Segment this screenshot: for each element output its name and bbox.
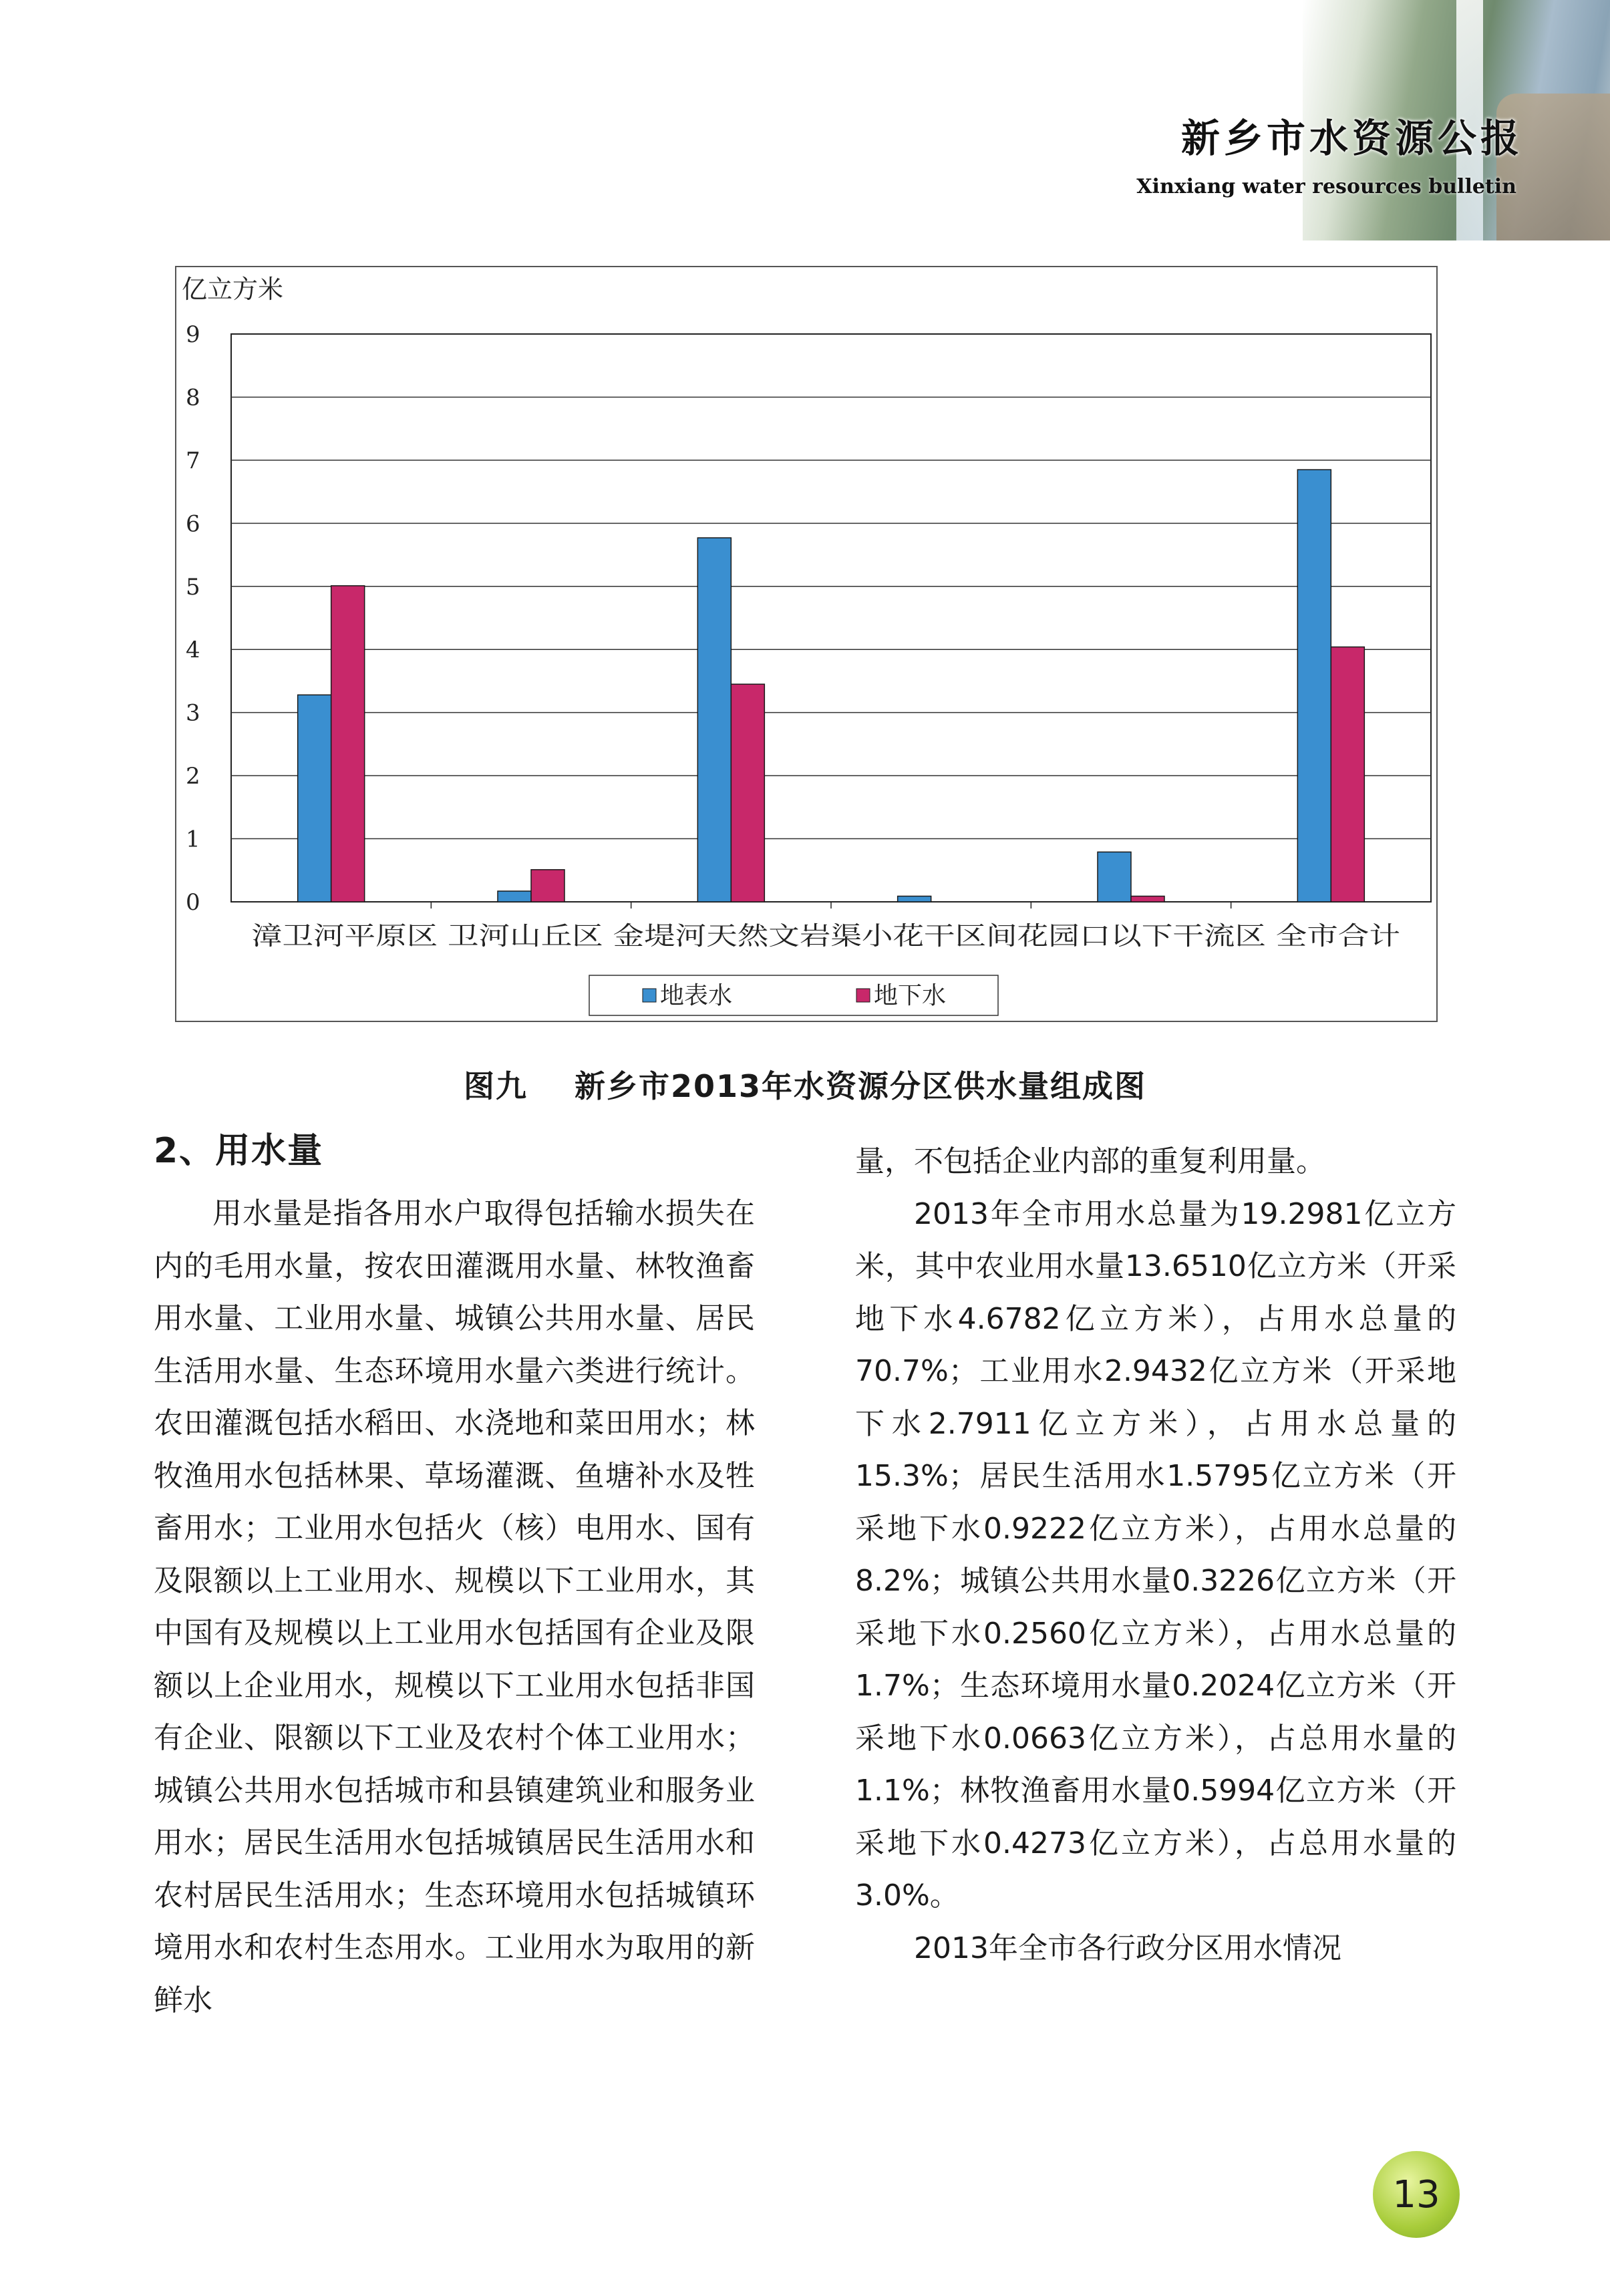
y-tick-label: 5 bbox=[186, 573, 200, 601]
y-tick-label: 2 bbox=[186, 763, 200, 790]
y-tick-label: 3 bbox=[186, 699, 200, 727]
bar-groundwater bbox=[731, 684, 764, 902]
bar-surface-water bbox=[1098, 852, 1131, 902]
legend-swatch-ground bbox=[856, 989, 870, 1002]
figure-title: 新乡市2013年水资源分区供水量组成图 bbox=[574, 1068, 1147, 1104]
page-number-badge bbox=[1373, 2151, 1460, 2238]
y-tick-label: 1 bbox=[186, 826, 200, 853]
figure-caption bbox=[0, 1062, 1610, 1106]
y-axis-label: 亿立方米 bbox=[182, 275, 284, 304]
bar-surface-water bbox=[697, 538, 731, 902]
header-title: 新乡市水资源公报 bbox=[1180, 116, 1523, 161]
legend-label: 地表水 bbox=[660, 982, 733, 1009]
y-tick-label: 8 bbox=[186, 384, 200, 412]
bar-groundwater bbox=[331, 586, 365, 902]
next-heading: 2013年全市各行政分区用水情况 bbox=[914, 1931, 1341, 1965]
y-tick-label: 0 bbox=[186, 889, 200, 916]
category-label: 小花干区间 bbox=[861, 921, 989, 951]
chart-frame bbox=[175, 266, 1438, 1022]
bar-groundwater bbox=[531, 870, 565, 902]
section-heading: 2、用水量 bbox=[154, 1131, 324, 1171]
bar-groundwater bbox=[1131, 896, 1164, 903]
bar-surface-water bbox=[498, 891, 531, 902]
category-label: 全市合计 bbox=[1275, 921, 1378, 951]
page-number: 13 bbox=[1392, 2172, 1440, 2217]
left-column bbox=[154, 1188, 755, 2027]
category-axis-labels bbox=[251, 921, 1400, 951]
category-label: 花园口以下干流区 bbox=[1017, 921, 1229, 951]
figure-number: 图九 bbox=[463, 1068, 528, 1104]
y-tick-label: 4 bbox=[186, 637, 200, 664]
right-continuation: 量，不包括企业内部的重复利用量。 bbox=[855, 1144, 1325, 1178]
y-tick-label: 6 bbox=[186, 510, 200, 538]
bar-surface-water bbox=[298, 695, 331, 902]
y-tick-label: 7 bbox=[186, 447, 200, 474]
plot-area bbox=[231, 334, 1431, 902]
category-label: 漳卫河平原区 bbox=[251, 921, 412, 951]
legend-label: 地下水 bbox=[874, 982, 947, 1009]
y-tick-label: 9 bbox=[186, 321, 200, 348]
bar-surface-water bbox=[1297, 470, 1331, 902]
category-label: 卫河山丘区 bbox=[448, 921, 583, 951]
legend-swatch-surface bbox=[643, 989, 656, 1002]
bar-surface-water bbox=[898, 896, 931, 903]
supply-composition-chart bbox=[176, 267, 1436, 1021]
right-paragraph: 2013年全市用水总量为19.2981亿立方米，其中农业用水量13.6510亿立方米（开采地下水4.6782亿立方米），占用水总量的70.7%；工业用水2.9432亿立方米（开采地下水2.7911亿立方米），占用水总量的15.3%；居民生活用水1.5795亿立方米（开采地下水0.9222亿立方米），占用水总量的8.2%；城镇公共用水量0.3226亿立方米（开采地下水0.2560亿立方米），占用水总量的1.7%；生态环境用水量0.2024亿立方米（开采地下水0.0663亿立方米），占总用水量的1.1%；林牧渔畜用水量0.5994亿立方米（开采地下水0.4273亿立方米），占总用水量的3.0%。 bbox=[855, 1196, 1456, 1913]
left-paragraph: 用水量是指各用水户取得包括输水损失在内的毛用水量，按农田灌溉用水量、林牧渔畜用水量、工业用水量、城镇公共用水量、居民生活用水量、生态环境用水量六类进行统计。农田灌溉包括水稻田、水浇地和菜田用水；林牧渔用水包括林果、草场灌溉、鱼塘补水及牲畜用水；工业用水包括火（核）电用水、国有及限额以上工业用水、规模以下工业用水，其中国有及规模以上工业用水包括国有企业及限额以上企业用水，规模以下工业用水包括非国有企业、限额以下工业及农村个体工业用水；城镇公共用水包括城市和县镇建筑业和服务业用水；居民生活用水包括城镇居民生活用水和农村居民生活用水；生态环境用水包括城镇环境用水和农村生态用水。工业用水为取用的新鲜水 bbox=[154, 1196, 755, 2017]
right-column bbox=[855, 1136, 1456, 1975]
header-subtitle: Xinxiang water resources bulletin bbox=[1136, 175, 1516, 198]
bar-groundwater bbox=[1331, 647, 1364, 902]
category-label: 金堤河天然文岩渠 bbox=[613, 921, 816, 951]
